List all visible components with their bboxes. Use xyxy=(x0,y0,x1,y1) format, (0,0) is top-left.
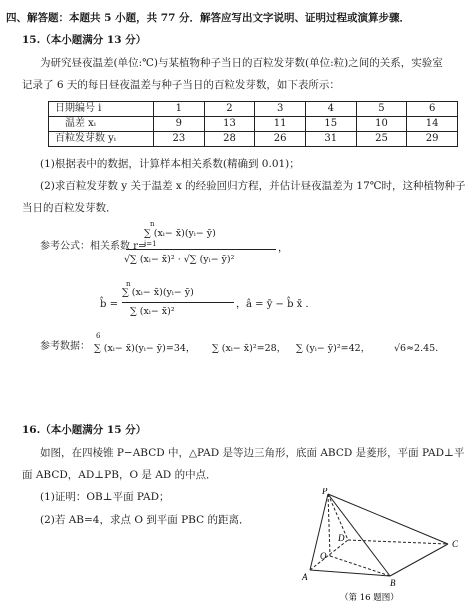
table-row-header: 日期编号 i xyxy=(49,102,154,117)
ref-data-4: √6≈2.45． xyxy=(394,343,445,354)
ref-data-label: 参考数据： xyxy=(40,341,90,352)
table-cell: 25 xyxy=(356,132,407,147)
table-row xyxy=(49,132,458,147)
q15-data-table xyxy=(48,101,458,147)
table-cell: 6 xyxy=(407,102,458,117)
table-cell: 10 xyxy=(356,117,407,132)
ref-formula-label: 参考公式：相关系数 r= xyxy=(40,241,147,252)
table-cell: 9 xyxy=(154,117,205,132)
table-cell: 28 xyxy=(204,132,255,147)
r-denominator: √∑ (xᵢ− x̄)² · √∑ (yᵢ− ȳ)² xyxy=(124,254,235,265)
vertex-label-c: C xyxy=(452,539,459,549)
vertex-label-o: O xyxy=(320,551,327,561)
r-numerator: ∑ (xᵢ− x̄)(yᵢ− ȳ) xyxy=(144,228,216,239)
sum-upper-n: n xyxy=(150,220,155,228)
r-fraction-bar xyxy=(126,249,276,250)
table-row xyxy=(49,117,458,132)
comma: ， xyxy=(278,243,288,254)
table-cell: 13 xyxy=(204,117,255,132)
b-denominator: ∑ (xᵢ− x̄)² xyxy=(130,306,175,317)
sum-lower-i1: i=1 xyxy=(144,240,157,248)
table-cell: 29 xyxy=(407,132,458,147)
vertex-label-p: P xyxy=(322,488,328,496)
q15-part2-line2: 当日的百粒发芽数． xyxy=(22,202,117,214)
sum-upper-6: 6 xyxy=(96,332,101,340)
table-cell: 14 xyxy=(407,117,458,132)
q16-part1: (1)证明：OB⊥平面 PAD； xyxy=(40,491,170,503)
q15-part2-line1: (2)求百粒发芽数 y 关于温差 x 的经验回归方程，并估计昼夜温差为 17℃时，这种植物种子 xyxy=(40,180,466,192)
table-cell: 5 xyxy=(356,102,407,117)
table-cell: 3 xyxy=(255,102,306,117)
table-row-header: 百粒发芽数 yᵢ xyxy=(49,132,154,147)
vertex-label-a: A xyxy=(302,572,308,582)
sum-upper-n-b: n xyxy=(126,280,131,288)
ref-data-3: ∑ (yᵢ− ȳ)²=42， xyxy=(296,343,371,354)
table-cell: 23 xyxy=(154,132,205,147)
table-row-header: 温差 xᵢ xyxy=(49,117,154,132)
pyramid-figure xyxy=(300,488,470,608)
q16-part2: (2)若 AB=4，求点 O 到平面 PBC 的距离． xyxy=(40,514,250,526)
table-cell: 4 xyxy=(305,102,356,117)
q15-part1: (1)根据表中的数据，计算样本相关系数(精确到 0.01)； xyxy=(40,158,300,170)
b-hat-label: b̂ = xyxy=(100,299,118,310)
b-numerator: ∑ (xᵢ− x̄)(yᵢ− ȳ) xyxy=(122,287,194,298)
a-hat-formula: ，â = ȳ − b̂ x̄ ． xyxy=(236,299,316,310)
b-fraction-bar xyxy=(122,302,234,303)
table-row xyxy=(49,102,458,117)
table-cell: 2 xyxy=(204,102,255,117)
ref-data-1: ∑ (xᵢ− x̄)(yᵢ− ȳ)=34， xyxy=(94,343,196,354)
table-cell: 15 xyxy=(305,117,356,132)
vertex-label-b: B xyxy=(390,578,396,588)
section-header: 四、解答题：本题共 5 小题，共 77 分．解答应写出文字说明、证明过程或演算步骤． xyxy=(6,12,411,24)
table-cell: 26 xyxy=(255,132,306,147)
q16-line1: 如图，在四棱锥 P−ABCD 中，△PAD 是等边三角形，底面 ABCD 是菱形，平面 PAD⊥平 xyxy=(40,447,465,459)
ref-data-2: ∑ (xᵢ− x̄)²=28， xyxy=(212,343,287,354)
vertex-label-d: D xyxy=(338,533,345,543)
q16-title: 16.（本小题满分 15 分） xyxy=(22,424,147,436)
figure-caption: （第 16 题图） xyxy=(340,593,399,603)
table-cell: 31 xyxy=(305,132,356,147)
q15-title: 15.（本小题满分 13 分） xyxy=(22,34,147,46)
table-cell: 11 xyxy=(255,117,306,132)
q16-line2: 面 ABCD，AD⊥PB，O 是 AD 的中点． xyxy=(22,469,217,481)
table-cell: 1 xyxy=(154,102,205,117)
q15-intro-line1: 为研究昼夜温差(单位:℃)与某植物种子当日的百粒发芽数(单位:粒)之间的关系，实验室 xyxy=(40,57,443,69)
q15-intro-line2: 记录了 6 天的每日昼夜温差与种子当日的百粒发芽数，如下表所示： xyxy=(22,79,340,91)
